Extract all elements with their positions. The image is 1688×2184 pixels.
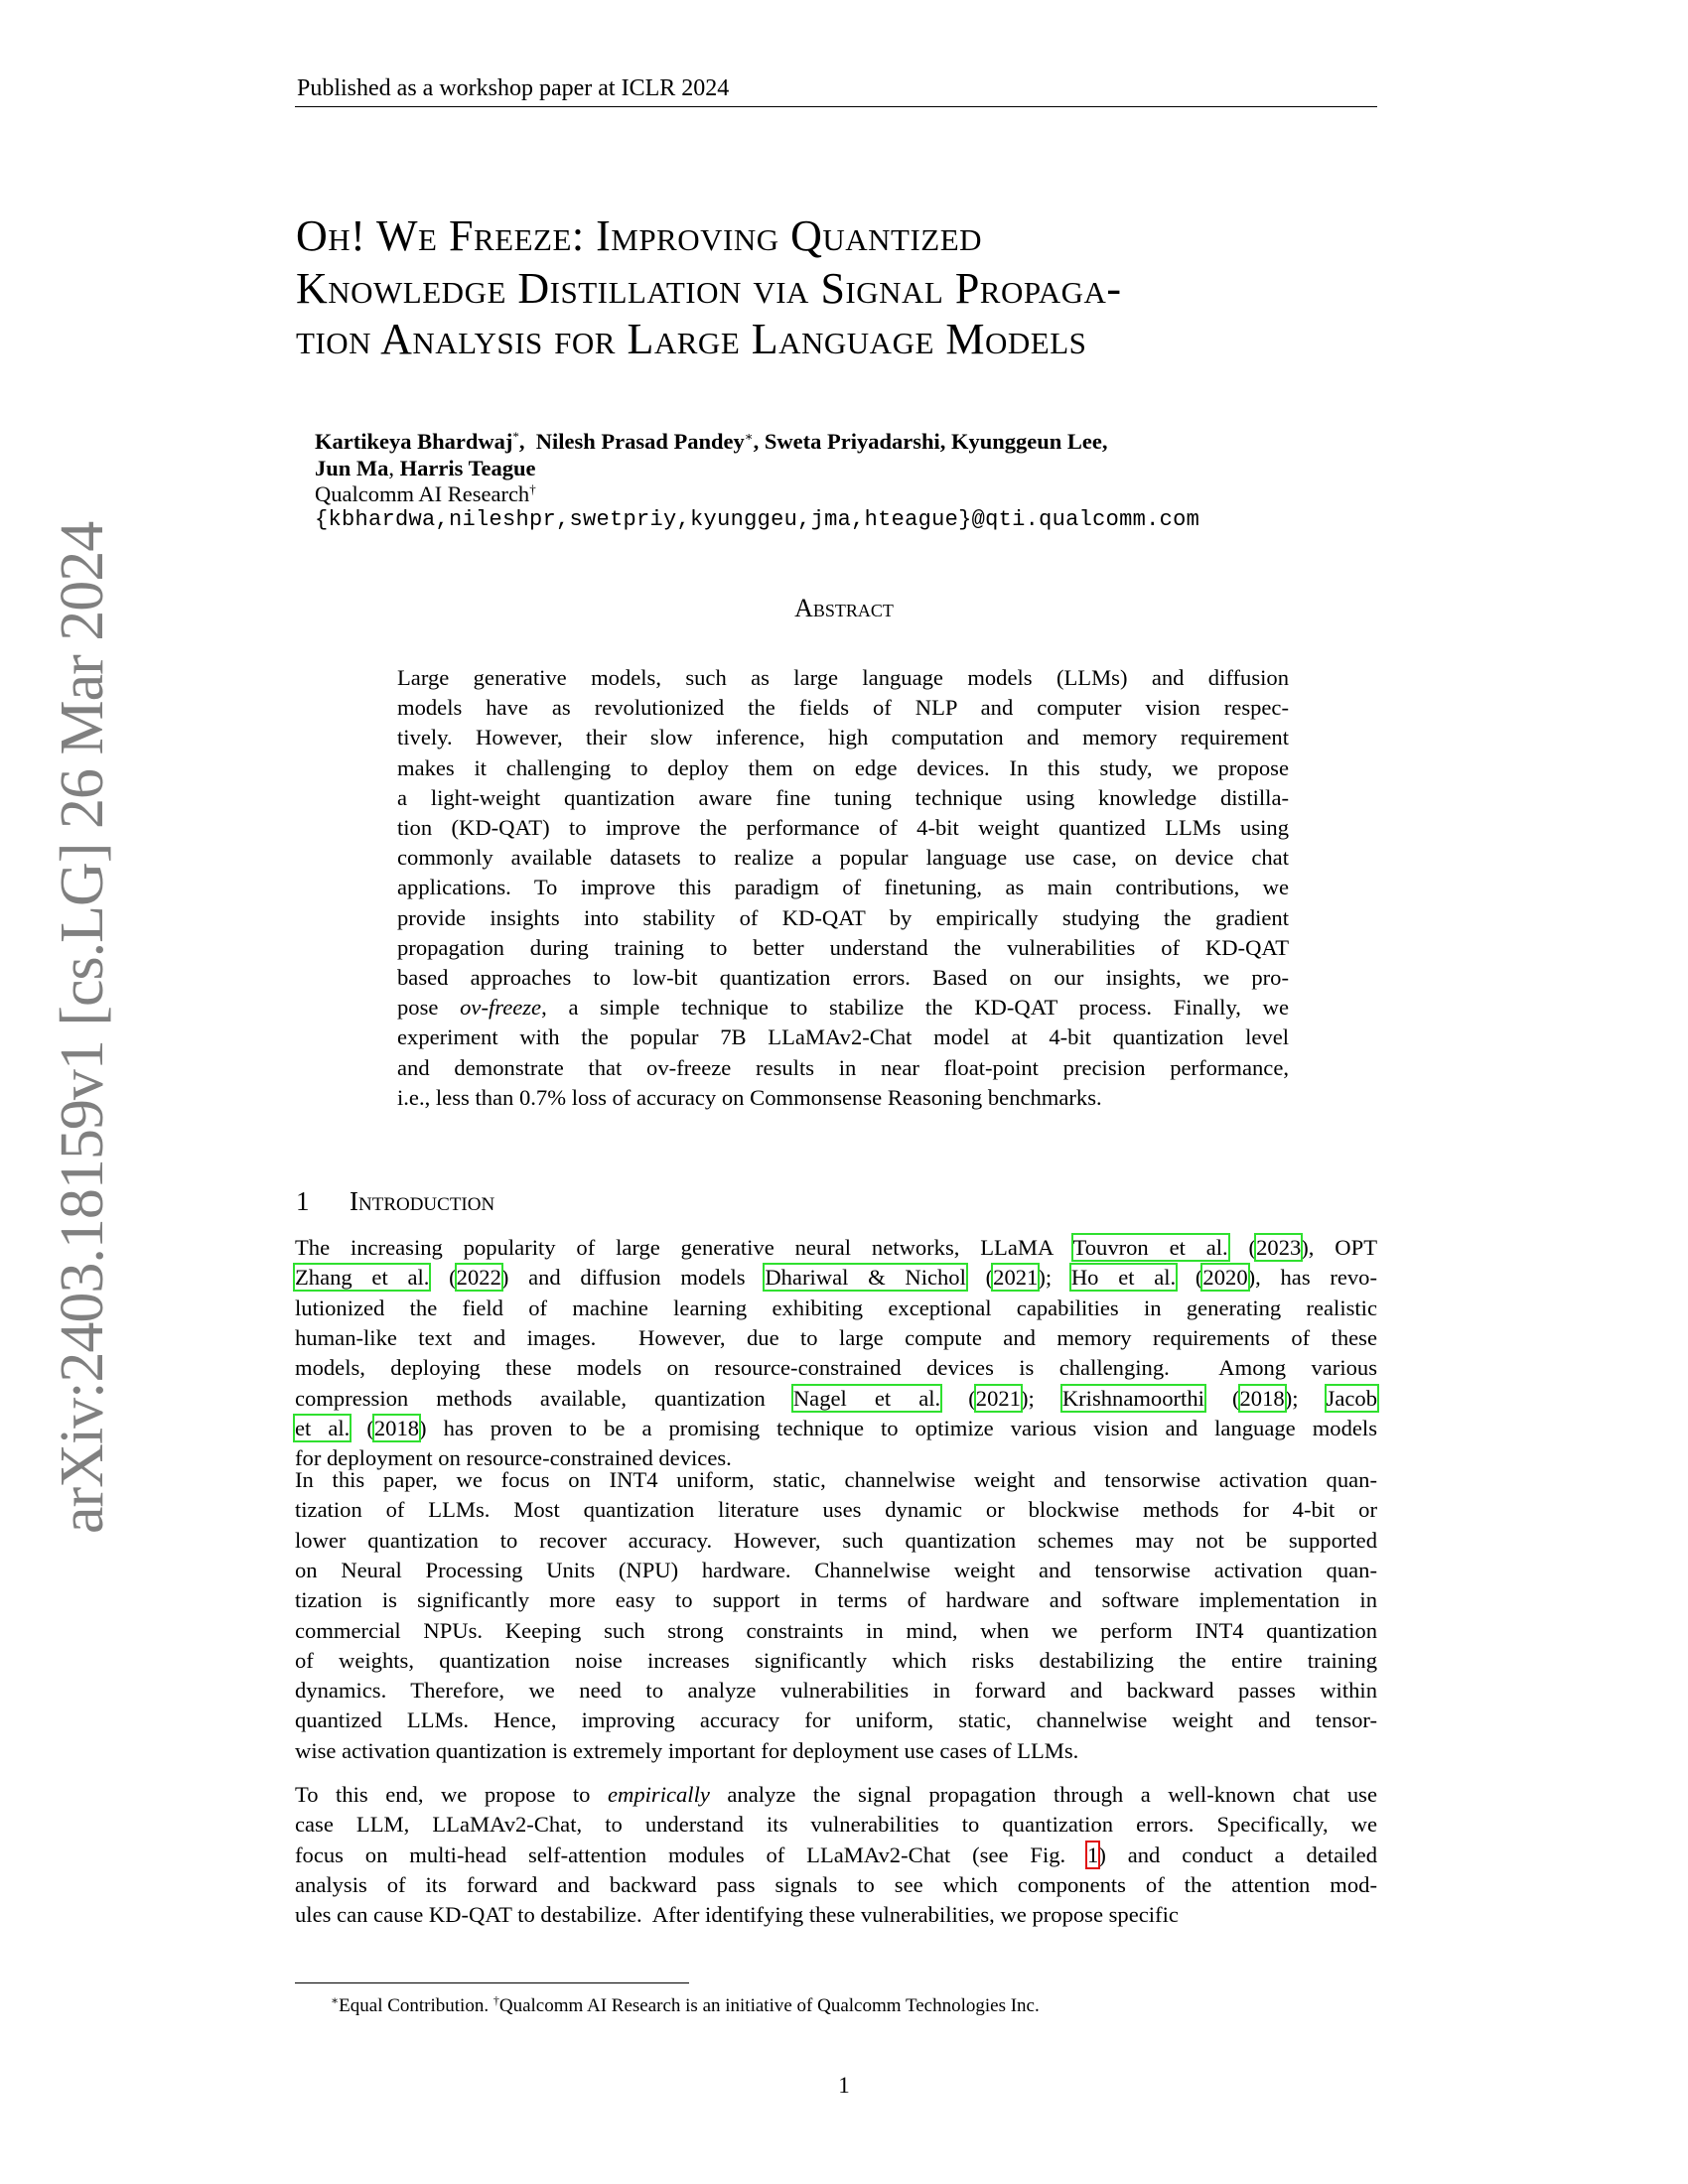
title-line-3: tion Analysis for Large Language Models	[296, 315, 1087, 363]
intro-p3-line: ules can cause KD-QAT to destabilize. After identifying these vulnerabilities, we propose specific	[295, 1902, 1179, 1928]
emphasized-text: empirically	[607, 1782, 710, 1807]
citation-link[interactable]: Jacob	[1326, 1385, 1377, 1411]
running-header: Published as a workshop paper at ICLR 2024	[297, 75, 730, 101]
abstract-line: commonly available datasets to realize a popular language use case, on device chat	[397, 845, 1289, 871]
intro-p2-line: on Neural Processing Units (NPU) hardware. Channelwise weight and tensorwise activation quan-	[295, 1557, 1377, 1582]
arxiv-stamp: arXiv:2403.18159v1 [cs.LG] 26 Mar 2024	[49, 521, 116, 1534]
abstract-line: i.e., less than 0.7% loss of accuracy on Commonsense Reasoning benchmarks.	[397, 1084, 1102, 1110]
affiliation-mark: †	[529, 481, 536, 496]
intro-p3-line: focus on multi-head self-attention modules of LLaMAv2-Chat (see Fig. 1) and conduct a detailed	[295, 1842, 1377, 1867]
affiliation-name: Qualcomm AI Research	[315, 481, 530, 506]
intro-p2-line: tization of LLMs. Most quantization literature uses dynamic or blockwise methods for 4-bit or	[295, 1497, 1377, 1523]
citation-link[interactable]: 2022	[456, 1265, 501, 1291]
citation-link[interactable]: 2018	[1239, 1385, 1285, 1411]
intro-p2-line: of weights, quantization noise increases significantly which risks destabilizing the entire training	[295, 1647, 1377, 1673]
intro-p3-line: analysis of its forward and backward pass signals to see which components of the attention mod-	[295, 1871, 1377, 1897]
author-name: Kyunggeun Lee	[950, 429, 1102, 454]
author-separator: ,	[1101, 429, 1108, 454]
author-name: Harris Teague	[399, 456, 536, 480]
author-name: Nilesh Prasad Pandey	[535, 429, 745, 454]
intro-p1-line: compression methods available, quantization Nagel et al. (2021); Krishnamoorthi (2018); Jacob	[295, 1385, 1377, 1411]
intro-p3-line: To this end, we propose to empirically analyze the signal propagation through a well-known chat use	[295, 1782, 1377, 1807]
intro-p1-line: et al. (2018) has proven to be a promising technique to optimize various vision and language models	[295, 1415, 1377, 1440]
abstract-line: a light-weight quantization aware fine tuning technique using knowledge distilla-	[397, 784, 1289, 810]
citation-link[interactable]: Touvron et al.	[1072, 1235, 1228, 1260]
abstract-line: experiment with the popular 7B LLaMAv2-Chat model at 4-bit quantization level	[397, 1024, 1289, 1050]
author-mark: ∗	[744, 429, 754, 444]
intro-p1-line: lutionized the field of machine learning exhibiting exceptional capabilities in generating realistic	[295, 1295, 1377, 1320]
affiliation	[315, 481, 536, 507]
author-name: Kartikeya Bhardwaj	[315, 429, 513, 454]
footnote-rule	[295, 1982, 689, 1983]
intro-p3-line: case LLM, LLaMAv2-Chat, to understand its vulnerabilities to quantization errors. Specifically, we	[295, 1812, 1377, 1838]
authors-line-2	[315, 456, 536, 481]
citation-link[interactable]: 2023	[1256, 1235, 1302, 1260]
abstract-heading	[0, 594, 1688, 623]
title-line-1: Oh! We Freeze: Improving Quantized	[296, 211, 983, 260]
abstract-line: and demonstrate that ov-freeze results in near float-point precision performance,	[397, 1054, 1289, 1080]
intro-p1-line: for deployment on resource-constrained devices.	[295, 1445, 732, 1471]
abstract-line: pose ov-freeze, a simple technique to stabilize the KD-QAT process. Finally, we	[397, 995, 1289, 1021]
intro-p2-line: dynamics. Therefore, we need to analyze vulnerabilities in forward and backward passes within	[295, 1678, 1377, 1704]
title-line-2: Knowledge Distillation via Signal Propaga-	[296, 264, 1122, 313]
citation-link[interactable]: Dhariwal & Nichol	[765, 1265, 966, 1291]
author-separator: ,	[939, 429, 951, 454]
abstract-line: tively. However, their slow inference, high computation and memory requirement	[397, 725, 1289, 751]
author-name: Sweta Priyadarshi	[764, 429, 940, 454]
intro-p2-line: quantized LLMs. Hence, improving accuracy for uniform, static, channelwise weight and tensor-	[295, 1707, 1377, 1733]
intro-p2-line: In this paper, we focus on INT4 uniform, static, channelwise weight and tensorwise activation quan-	[295, 1467, 1377, 1492]
footnote-equal-contribution: Equal Contribution.	[339, 1995, 493, 2016]
section-number: 1	[296, 1186, 310, 1216]
citation-link[interactable]: et al.	[295, 1415, 351, 1440]
footnote-mark-affiliation: †	[492, 1993, 499, 2007]
authors-line-1	[315, 429, 1108, 455]
section-title: Introduction	[350, 1186, 495, 1216]
author-separator: ,	[388, 456, 400, 480]
abstract-line: tion (KD-QAT) to improve the performance of 4-bit weight quantized LLMs using	[397, 815, 1289, 840]
page-number: 1	[838, 2073, 850, 2098]
citation-link[interactable]: Nagel et al.	[792, 1385, 941, 1411]
intro-p2-line: lower quantization to recover accuracy. However, such quantization schemes may not be supported	[295, 1527, 1377, 1553]
intro-p1-line: Zhang et al. (2022) and diffusion models Dhariwal & Nichol (2021); Ho et al. (2020), has revo-	[295, 1265, 1378, 1291]
citation-link[interactable]: Ho et al.	[1070, 1265, 1177, 1291]
abstract-line: Large generative models, such as large language models (LLMs) and diffusion	[397, 665, 1289, 690]
citation-link[interactable]: 2021	[975, 1385, 1021, 1411]
intro-p2-line: wise activation quantization is extremely important for deployment use cases of LLMs.	[295, 1737, 1079, 1763]
header-rule	[295, 106, 1377, 107]
emphasis-term: ov-freeze	[460, 995, 542, 1021]
citation-link[interactable]: 2020	[1202, 1265, 1248, 1291]
footnote-affiliation-text: Qualcomm AI Research is an initiative of Qualcomm Technologies Inc.	[498, 1995, 1040, 2016]
citation-link[interactable]: Krishnamoorthi	[1061, 1385, 1204, 1411]
abstract-line: models have as revolutionized the fields of NLP and computer vision respec-	[397, 695, 1289, 721]
intro-p2-line: tization is significantly more easy to support in terms of hardware and software implementation in	[295, 1587, 1377, 1613]
author-mark: *	[512, 429, 519, 444]
abstract-heading-text: Abstract	[794, 594, 894, 622]
abstract-line: provide insights into stability of KD-QAT by empirically studying the gradient	[397, 904, 1289, 930]
citation-link[interactable]: 2018	[373, 1415, 420, 1440]
footnote-mark-equal: ∗	[331, 1993, 340, 2007]
abstract-line: applications. To improve this paradigm of finetuning, as main contributions, we	[397, 875, 1289, 900]
author-separator: ,	[518, 429, 536, 454]
author-separator: ,	[753, 429, 765, 454]
author-emails[interactable]: {kbhardwa,nileshpr,swetpriy,kyunggeu,jma,hteague}@qti.qualcomm.com	[315, 507, 1200, 532]
citation-link[interactable]: 2021	[993, 1265, 1039, 1291]
abstract-line: makes it challenging to deploy them on edge devices. In this study, we propose	[397, 754, 1289, 780]
abstract-line: based approaches to low-bit quantization errors. Based on our insights, we pro-	[397, 965, 1289, 990]
footnote	[331, 1993, 1040, 2017]
figure-reference-link[interactable]: 1	[1087, 1842, 1099, 1867]
intro-p2-line: commercial NPUs. Keeping such strong constraints in mind, when we perform INT4 quantization	[295, 1617, 1377, 1643]
intro-p1-line: models, deploying these models on resource-constrained devices is challenging. Among various	[295, 1355, 1377, 1381]
intro-p1-line: The increasing popularity of large generative neural networks, LLaMA Touvron et al. (2023), OPT	[295, 1235, 1377, 1260]
citation-link[interactable]: Zhang et al.	[295, 1265, 430, 1291]
intro-p1-line: human-like text and images. However, due to large compute and memory requirements of these	[295, 1324, 1377, 1350]
author-name: Jun Ma	[315, 456, 389, 480]
abstract-line: propagation during training to better understand the vulnerabilities of KD-QAT	[397, 934, 1289, 960]
